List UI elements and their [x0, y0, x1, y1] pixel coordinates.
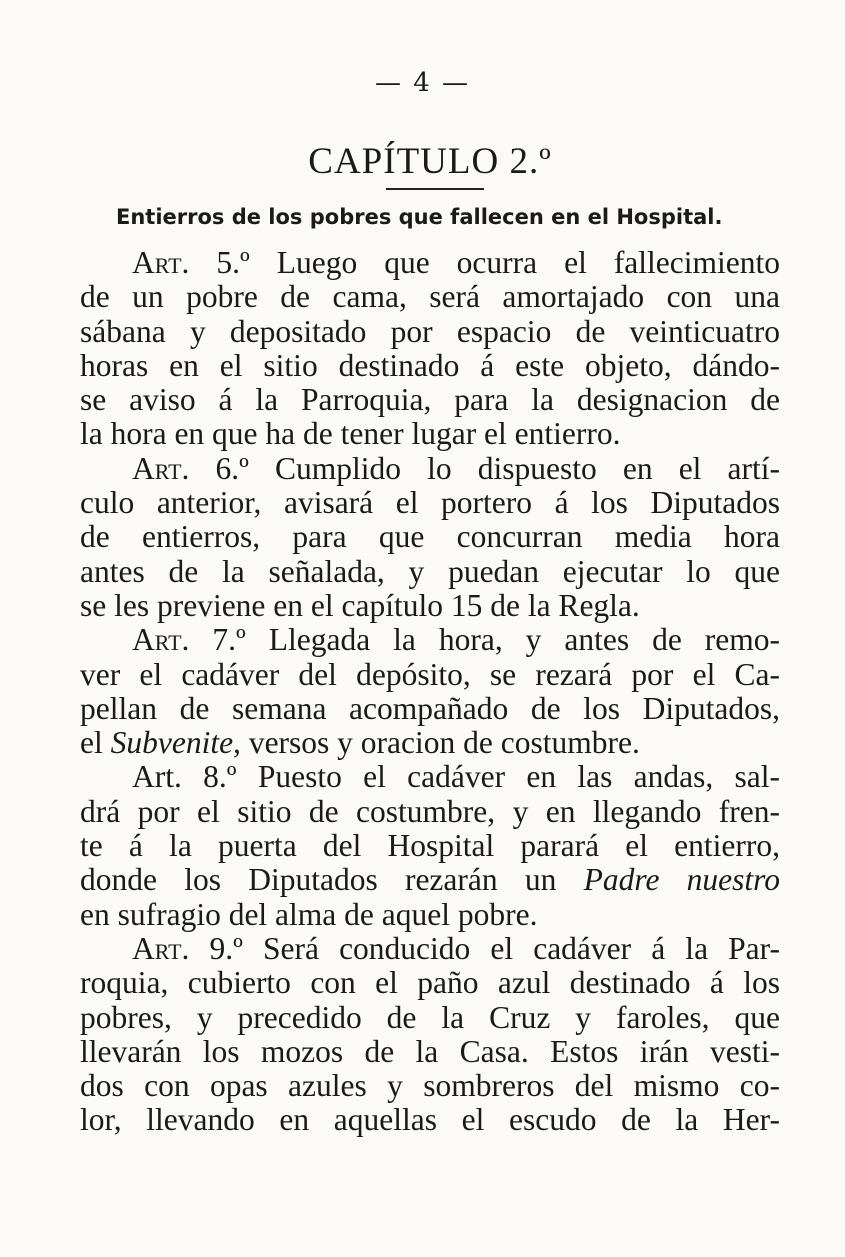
text-line	[80, 417, 780, 451]
text-segment: culo anterior, avisará el portero á los Diputados	[80, 485, 780, 521]
text-segment: pobres, y precedido de la Cruz y faroles, que	[80, 999, 780, 1035]
article-label: Art.	[132, 622, 190, 658]
text-segment: drá por el sitio de costumbre, y en llegando fren-	[80, 793, 780, 829]
text-segment: sábana y depositado por espacio de veinticuatro	[80, 313, 780, 349]
text-segment: dos con opas azules y sombreros del mismo co-	[80, 1068, 780, 1104]
text-segment: ver el cadáver del depósito, se rezará por el Ca-	[80, 656, 780, 692]
text-line	[80, 1001, 780, 1035]
text-line	[80, 452, 780, 486]
text-segment: donde los Diputados rezarán un	[80, 862, 584, 898]
text-line	[80, 795, 780, 829]
text-segment: la hora en que ha de tener lugar el entierro.	[80, 416, 621, 452]
italic-text: Padre nuestro	[583, 862, 780, 898]
text-segment: se aviso á la Parroquia, para la designacion de	[80, 382, 780, 418]
text-segment: llevarán los mozos de la Casa. Estos irán vesti-	[80, 1033, 780, 1069]
text-segment: el	[80, 725, 111, 761]
text-line	[80, 760, 780, 794]
text-segment: de entierros, para que concurran media hora	[80, 519, 780, 555]
section-heading: Entierros de los pobres que fallecen en el Hospital.	[116, 205, 723, 229]
text-segment: de un pobre de cama, será amortajado con una	[80, 279, 780, 315]
text-segment: 9.º Será conducido el cadáver á la Par-	[189, 930, 780, 966]
text-segment: roquia, cubierto con el paño azul destinado á los	[80, 965, 780, 1001]
text-line	[80, 315, 780, 349]
text-segment: versos y oracion de costumbre.	[240, 725, 640, 761]
text-line	[80, 623, 780, 657]
text-segment: antes de la señalada, y puedan ejecutar lo que	[80, 553, 780, 589]
text-line	[80, 1103, 780, 1137]
text-line	[80, 1069, 780, 1103]
text-segment: 5.º Luego que ocurra el fallecimiento	[189, 245, 780, 280]
text-line	[80, 280, 780, 314]
text-line	[80, 486, 780, 520]
text-segment: horas en el sitio destinado á este objeto, dándo-	[80, 347, 780, 383]
text-line	[80, 383, 780, 417]
text-line	[80, 555, 780, 589]
title-divider	[386, 188, 484, 190]
text-line	[80, 349, 780, 383]
text-line	[80, 932, 780, 966]
text-line	[80, 898, 780, 932]
text-line	[80, 966, 780, 1000]
text-segment: pellan de semana acompañado de los Diputados,	[80, 690, 780, 726]
text-line	[80, 246, 780, 280]
text-line	[80, 520, 780, 554]
page-number: — 4 —	[374, 68, 471, 98]
article-label: Art.	[132, 245, 190, 280]
text-segment: Art. 8.º Puesto el cadáver en las andas, sal-	[132, 759, 780, 795]
text-line	[80, 658, 780, 692]
text-segment: se les previene en el capítulo 15 de la Regla.	[80, 587, 640, 623]
text-line	[80, 829, 780, 863]
article-label: Art.	[132, 450, 190, 486]
text-segment: te á la puerta del Hospital parará el entierro,	[80, 828, 780, 864]
text-segment: 6.º Cumplido lo dispuesto en el artí-	[189, 450, 780, 486]
chapter-title: CAPÍTULO 2.º	[308, 141, 552, 182]
text-line	[80, 1035, 780, 1069]
text-line	[80, 589, 780, 623]
text-segment: en sufragio del alma de aquel pobre.	[80, 896, 538, 932]
text-segment: 7.º Llegada la hora, y antes de remo-	[189, 622, 780, 658]
italic-text: Subvenite,	[110, 725, 241, 761]
text-line	[80, 726, 780, 760]
text-line	[80, 863, 780, 897]
text-segment: lor, llevando en aquellas el escudo de la Her-	[80, 1102, 780, 1138]
article-label: Art.	[132, 930, 190, 966]
body-text	[80, 246, 780, 1138]
text-line	[80, 692, 780, 726]
